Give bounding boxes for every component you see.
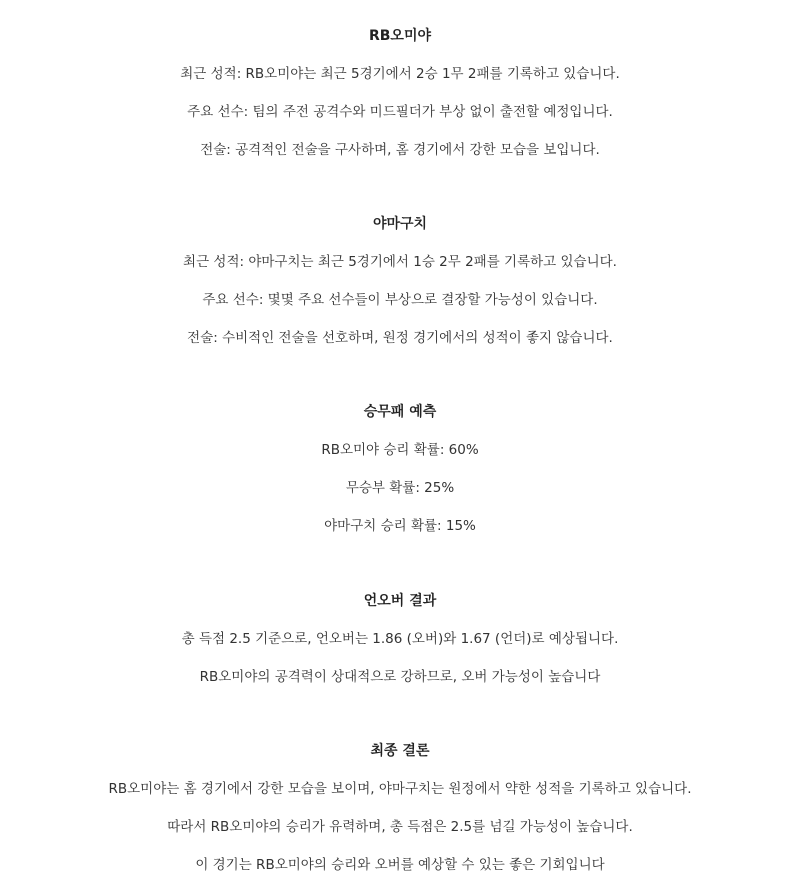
section-heading: 야마구치 (372, 216, 428, 232)
draw-probability: 무승부 확률: 25% (345, 480, 455, 496)
key-players-line: 주요 선수: 팀의 주전 공격수와 미드필더가 부상 없이 출전할 예정입니다. (187, 104, 613, 120)
conclusion-line: RB오미야는 홈 경기에서 강한 모습을 보이며, 야마구치는 원정에서 약한 성적을 기록하고 있습니다. (108, 781, 692, 797)
key-players-line: 주요 선수: 몇몇 주요 선수들이 부상으로 결장할 가능성이 있습니다. (202, 292, 598, 308)
tactics-line: 전술: 공격적인 전술을 구사하며, 홈 경기에서 강한 모습을 보입니다. (200, 142, 600, 158)
team-section-omiya (0, 26, 800, 160)
section-heading: RB오미야 (368, 28, 432, 44)
final-conclusion-section (0, 741, 800, 875)
team-section-yamaguchi (0, 214, 800, 348)
tactics-line: 전술: 수비적인 전술을 선호하며, 원정 경기에서의 성적이 좋지 않습니다. (187, 330, 613, 346)
over-under-reason-line: RB오미야의 공격력이 상대적으로 강하므로, 오버 가능성이 높습니다 (199, 669, 601, 685)
home-win-probability: RB오미야 승리 확률: 60% (321, 442, 479, 458)
over-under-section (0, 591, 800, 687)
match-prediction-section (0, 402, 800, 536)
conclusion-line: 이 경기는 RB오미야의 승리와 오버를 예상할 수 있는 좋은 기회입니다 (195, 857, 605, 873)
conclusion-line: 따라서 RB오미야의 승리가 유력하며, 총 득점은 2.5를 넘길 가능성이 높습니다. (167, 819, 633, 835)
recent-form-line: 최근 성적: 야마구치는 최근 5경기에서 1승 2무 2패를 기록하고 있습니다. (183, 254, 617, 270)
section-heading: 언오버 결과 (363, 593, 437, 609)
section-heading: 최종 결론 (370, 743, 430, 759)
away-win-probability: 야마구치 승리 확률: 15% (324, 518, 476, 534)
section-heading: 승무패 예측 (363, 404, 437, 420)
recent-form-line: 최근 성적: RB오미야는 최근 5경기에서 2승 1무 2패를 기록하고 있습니다. (180, 66, 620, 82)
over-under-odds-line: 총 득점 2.5 기준으로, 언오버는 1.86 (오버)와 1.67 (언더)로 예상됩니다. (181, 631, 619, 647)
